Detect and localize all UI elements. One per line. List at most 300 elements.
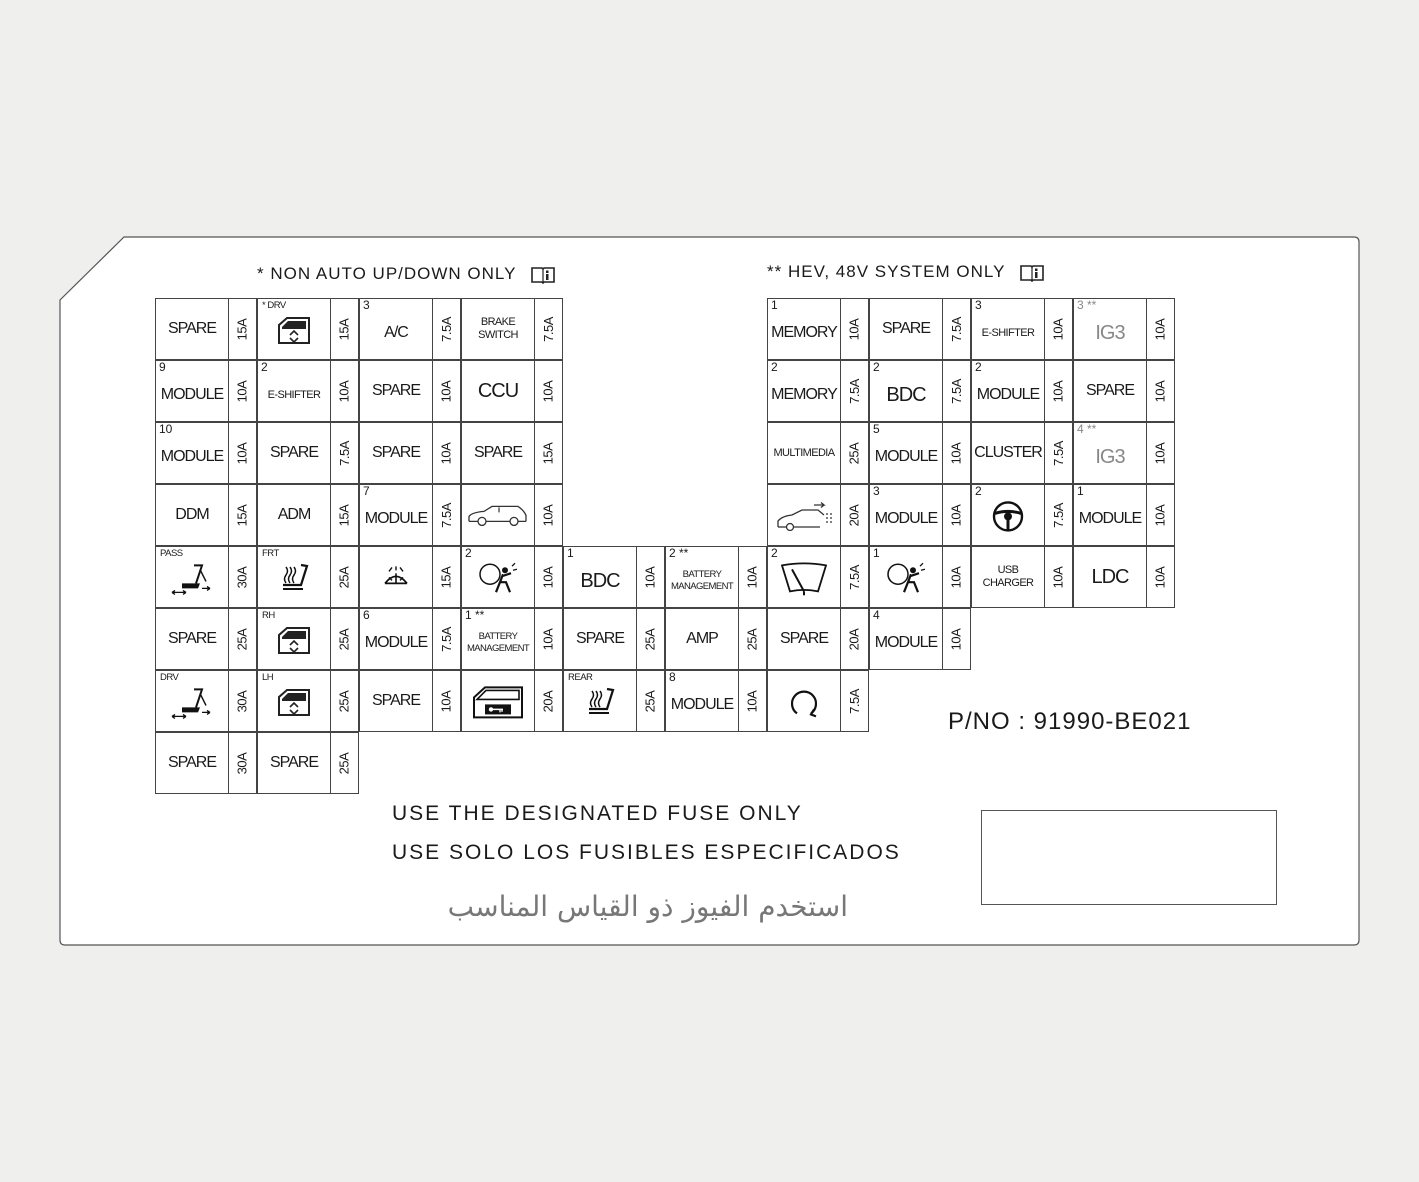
fuse-function-cell (462, 361, 535, 421)
fuse-amperage-cell (534, 671, 562, 731)
fuse-label: MODULE (160, 448, 224, 465)
fuse-function-cell (258, 733, 331, 793)
fuse-amperage: 15A (336, 504, 352, 526)
fuse-amperage: 25A (642, 690, 658, 712)
part-number: P/NO : 91990-BE021 (948, 708, 1192, 735)
fuse-function-cell (156, 609, 229, 669)
fuse-number: 1 (771, 298, 778, 312)
fuse-function-cell (258, 299, 331, 359)
fuse-function-cell (156, 547, 229, 607)
fuse-label: SPARE (881, 320, 931, 337)
fuse-label: E-SHIFTER (267, 388, 321, 401)
power-seat-icon (170, 685, 214, 724)
door-lock-icon (471, 685, 525, 724)
fuse-label: MODULE (670, 696, 734, 713)
fuse-amperage: 15A (234, 504, 250, 526)
fuse-amperage-cell (330, 547, 358, 607)
fuse-function-cell (156, 671, 229, 731)
fuse-number: 4 (873, 608, 880, 622)
fuse-amperage-cell (942, 609, 970, 669)
fuse-r4c2 (359, 546, 461, 608)
fuse-amperage-cell (840, 485, 868, 545)
fuse-amperage-cell (534, 361, 562, 421)
fuse-function-cell (768, 299, 841, 359)
fuse-function-cell (1074, 547, 1147, 607)
fuse-function-cell (360, 547, 433, 607)
fuse-function-cell (360, 485, 433, 545)
fuse-amperage: 10A (846, 318, 862, 340)
seat-heater-icon (585, 687, 615, 722)
hev-note (767, 262, 1045, 283)
fuse-number: 8 (669, 670, 676, 684)
fuse-label: BATTERY MANAGEMENT (466, 631, 530, 654)
fuse-label: A/C (384, 324, 408, 341)
fuse-amperage: 25A (642, 628, 658, 650)
fuse-amperage: 25A (234, 628, 250, 650)
fuse-amperage-cell (840, 423, 868, 483)
fuse-function-cell (870, 299, 943, 359)
fuse-r3c7 (869, 484, 971, 546)
designated-fuse-text: USE THE DESIGNATED FUSE ONLY (392, 802, 803, 825)
fuse-amperage-cell (1146, 423, 1174, 483)
fuse-amperage-cell (432, 671, 460, 731)
fuse-r1c9 (1073, 360, 1175, 422)
fuse-label: MODULE (976, 386, 1040, 403)
fuse-function-cell (972, 361, 1045, 421)
fuse-amperage: 15A (540, 442, 556, 464)
steering-wheel-icon (991, 499, 1025, 538)
fuse-label: IG3 (1095, 446, 1125, 468)
fuse-amperage: 10A (540, 566, 556, 588)
fuse-amperage: 10A (1152, 318, 1168, 340)
fuse-amperage: 10A (1152, 380, 1168, 402)
fuse-label: CCU (477, 380, 519, 402)
fuse-amperage: 25A (336, 566, 352, 588)
fuse-amperage: 7.5A (438, 502, 454, 528)
fuse-r1c8 (971, 360, 1073, 422)
fuse-label: MODULE (1078, 510, 1142, 527)
fuse-function-cell (768, 671, 841, 731)
fuse-amperage: 7.5A (438, 316, 454, 342)
fuse-number: 3 (975, 298, 982, 312)
fuse-amperage-cell (1044, 423, 1072, 483)
fuse-r3c0 (155, 484, 257, 546)
fuse-amperage: 25A (336, 628, 352, 650)
fuse-amperage-cell (942, 299, 970, 359)
fuse-amperage: 25A (744, 628, 760, 650)
fuse-number: 2 ** (669, 546, 689, 560)
arabic-fuse-text: استخدم الفيوز ذو القياس المناسب (447, 890, 848, 923)
fuse-function-cell (258, 671, 331, 731)
fuse-function-cell (1074, 361, 1147, 421)
fuse-amperage-cell (738, 609, 766, 669)
fuse-function-cell (258, 423, 331, 483)
fuse-r1c3 (461, 360, 563, 422)
fuse-r0c7 (869, 298, 971, 360)
fuse-amperage: 10A (1050, 380, 1066, 402)
fuse-amperage-cell (1146, 361, 1174, 421)
fuse-label: IG3 (1095, 322, 1125, 344)
fuse-amperage-cell (228, 609, 256, 669)
fuse-number: 1 ** (465, 608, 485, 622)
fuse-amperage-cell (840, 547, 868, 607)
fuse-amperage-cell (738, 547, 766, 607)
fuse-r5c1 (257, 608, 359, 670)
fuse-label: USB CHARGER (982, 564, 1034, 589)
fuse-amperage: 10A (540, 628, 556, 650)
fuse-amperage: 10A (948, 566, 964, 588)
fuse-number: 2 (465, 546, 472, 560)
fuse-amperage: 10A (948, 628, 964, 650)
fuse-function-cell (156, 733, 229, 793)
fuse-number: 1 (873, 546, 880, 560)
fuse-amperage: 25A (336, 690, 352, 712)
fuse-r2c6 (767, 422, 869, 484)
fuse-function-cell (360, 423, 433, 483)
fuse-r6c1 (257, 670, 359, 732)
fuse-amperage-cell (228, 299, 256, 359)
fuse-label: SPARE (167, 754, 217, 771)
fuse-number: 3 (873, 484, 880, 498)
fuse-amperage-cell (228, 547, 256, 607)
fuse-amperage: 10A (642, 566, 658, 588)
fuse-number: 1 (1077, 484, 1084, 498)
hev-note-text: ** HEV, 48V SYSTEM ONLY (767, 262, 1006, 281)
fuse-r6c6 (767, 670, 869, 732)
fuse-amperage-cell (942, 547, 970, 607)
fuse-r4c9 (1073, 546, 1175, 608)
power-window-icon (275, 687, 313, 722)
fuse-tag: FRT (262, 548, 279, 559)
fuse-function-cell (870, 485, 943, 545)
fuse-amperage-cell (432, 547, 460, 607)
fuse-function-cell (870, 609, 943, 669)
fuse-amperage: 10A (1050, 566, 1066, 588)
fuse-r6c2 (359, 670, 461, 732)
airbag-icon (478, 562, 518, 599)
fuse-amperage-cell (636, 609, 664, 669)
fuse-label: LDC (1091, 566, 1129, 588)
fuse-function-cell (768, 609, 841, 669)
fuse-amperage: 10A (438, 380, 454, 402)
fuse-r5c0 (155, 608, 257, 670)
fuse-amperage: 10A (744, 566, 760, 588)
fuse-amperage: 7.5A (846, 378, 862, 404)
fuse-amperage-cell (330, 485, 358, 545)
fuse-amperage-cell (942, 423, 970, 483)
fuse-function-cell (768, 485, 841, 545)
fuse-r1c1 (257, 360, 359, 422)
fuse-amperage: 15A (234, 318, 250, 340)
fuse-r1c6 (767, 360, 869, 422)
fuse-function-cell (666, 609, 739, 669)
fuse-amperage-cell (534, 423, 562, 483)
fuse-label: MULTIMEDIA (773, 446, 835, 459)
fuse-amperage-cell (330, 361, 358, 421)
fuse-function-cell (258, 361, 331, 421)
spanish-fuse-text: USE SOLO LOS FUSIBLES ESPECIFICADOS (392, 841, 901, 864)
fuse-label: MODULE (874, 510, 938, 527)
fuse-label: SPARE (371, 382, 421, 399)
fuse-amperage: 20A (846, 628, 862, 650)
fuse-r5c3 (461, 608, 563, 670)
fuse-number: 9 (159, 360, 166, 374)
fuse-number: 3 (363, 298, 370, 312)
fuse-r0c1 (257, 298, 359, 360)
fuse-number: 2 (261, 360, 268, 374)
fuse-amperage-cell (1044, 485, 1072, 545)
fuse-label: SPARE (473, 444, 523, 461)
fuse-r3c9 (1073, 484, 1175, 546)
fuse-number: 2 (771, 546, 778, 560)
fuse-r5c5 (665, 608, 767, 670)
fuse-amperage-cell (432, 609, 460, 669)
fuse-number: 7 (363, 484, 370, 498)
fuse-r4c4 (563, 546, 665, 608)
fuse-function-cell (156, 423, 229, 483)
fuse-r7c1 (257, 732, 359, 794)
fuse-amperage-cell (228, 423, 256, 483)
power-seat-icon (170, 561, 214, 600)
fuse-function-cell (156, 361, 229, 421)
fuse-function-cell (462, 485, 535, 545)
fuse-r0c8 (971, 298, 1073, 360)
fuse-label: MEMORY (771, 324, 837, 341)
fuse-r4c0 (155, 546, 257, 608)
fuse-r6c3 (461, 670, 563, 732)
fuse-amperage-cell (1044, 361, 1072, 421)
fuse-r3c2 (359, 484, 461, 546)
fuse-amperage: 7.5A (846, 688, 862, 714)
fuse-r2c2 (359, 422, 461, 484)
fuse-function-cell (462, 609, 535, 669)
fuse-amperage-cell (534, 485, 562, 545)
fuse-amperage: 7.5A (438, 626, 454, 652)
fuse-amperage: 7.5A (948, 378, 964, 404)
fuse-amperage: 10A (1152, 442, 1168, 464)
fuse-amperage-cell (534, 547, 562, 607)
fuse-function-cell (870, 547, 943, 607)
fuse-label: SPARE (269, 444, 319, 461)
fuse-tag: REAR (568, 672, 593, 683)
fuse-function-cell (462, 671, 535, 731)
manual-info-icon (1019, 263, 1045, 283)
fuse-function-cell (972, 299, 1045, 359)
fuse-r6c4 (563, 670, 665, 732)
blank-label-box (981, 810, 1277, 905)
fuse-amperage: 10A (438, 690, 454, 712)
fuse-amperage: 10A (336, 380, 352, 402)
fuse-r6c0 (155, 670, 257, 732)
fuse-r2c0 (155, 422, 257, 484)
fuse-amperage-cell (228, 671, 256, 731)
fuse-r3c8 (971, 484, 1073, 546)
fuse-amperage: 10A (948, 442, 964, 464)
fuse-amperage-cell (1146, 485, 1174, 545)
fuse-amperage: 7.5A (1050, 440, 1066, 466)
fuse-function-cell (360, 671, 433, 731)
fuse-function-cell (1074, 485, 1147, 545)
fuse-r0c9 (1073, 298, 1175, 360)
fuse-amperage: 10A (948, 504, 964, 526)
fuse-tag: PASS (160, 548, 183, 559)
fuse-amperage-cell (432, 299, 460, 359)
rotate-icon (787, 685, 821, 724)
fuse-amperage: 7.5A (336, 440, 352, 466)
fuse-function-cell (972, 485, 1045, 545)
fuse-label: MODULE (364, 510, 428, 527)
fuse-amperage: 10A (540, 380, 556, 402)
fuse-amperage: 10A (234, 442, 250, 464)
fuse-function-cell (360, 361, 433, 421)
fuse-r2c3 (461, 422, 563, 484)
fuse-label: SPARE (1085, 382, 1135, 399)
fuse-tag: RH (262, 610, 275, 621)
fuse-r5c6 (767, 608, 869, 670)
fuse-amperage-cell (432, 485, 460, 545)
fuse-r6c5 (665, 670, 767, 732)
fuse-amperage: 25A (846, 442, 862, 464)
fuse-function-cell (360, 609, 433, 669)
fuse-r4c5 (665, 546, 767, 608)
fuse-label: SPARE (167, 320, 217, 337)
fuse-label: MODULE (874, 448, 938, 465)
fuse-r3c1 (257, 484, 359, 546)
fuse-amperage-cell (228, 361, 256, 421)
fuse-amperage: 10A (234, 380, 250, 402)
fuse-amperage: 30A (234, 690, 250, 712)
fuse-amperage-cell (738, 671, 766, 731)
fuse-amperage-cell (636, 547, 664, 607)
fuse-amperage-cell (1044, 299, 1072, 359)
fuse-amperage: 15A (336, 318, 352, 340)
fuse-number: 5 (873, 422, 880, 436)
fuse-function-cell (258, 547, 331, 607)
fuse-amperage-cell (330, 423, 358, 483)
fuse-r0c3 (461, 298, 563, 360)
fuse-amperage-cell (228, 485, 256, 545)
fuse-label: BDC (886, 384, 926, 406)
fuse-function-cell (462, 299, 535, 359)
fuse-function-cell (564, 547, 637, 607)
fuse-amperage-cell (840, 299, 868, 359)
fuse-label: SPARE (779, 630, 829, 647)
fuse-amperage: 10A (540, 504, 556, 526)
fuse-amperage: 7.5A (540, 316, 556, 342)
fuse-r4c3 (461, 546, 563, 608)
fuse-function-cell (1074, 423, 1147, 483)
fuse-function-cell (258, 609, 331, 669)
fuse-r1c7 (869, 360, 971, 422)
fuse-number: 3 ** (1077, 298, 1097, 312)
fuse-label: AMP (686, 630, 718, 647)
fuse-amperage: 10A (438, 442, 454, 464)
non-auto-note-text: * NON AUTO UP/DOWN ONLY (257, 264, 517, 283)
fuse-function-cell (870, 423, 943, 483)
fuse-number: 4 ** (1077, 422, 1097, 436)
fuse-amperage: 10A (1152, 504, 1168, 526)
fuse-r4c7 (869, 546, 971, 608)
fuse-number: 2 (771, 360, 778, 374)
fuse-function-cell (870, 361, 943, 421)
fuse-r1c0 (155, 360, 257, 422)
fuse-label: MEMORY (771, 386, 837, 403)
airbag-icon (886, 562, 926, 599)
fuse-label: BRAKE SWITCH (478, 316, 518, 341)
fuse-amperage-cell (330, 733, 358, 793)
power-window-icon (275, 315, 313, 350)
fuse-label: BATTERY MANAGEMENT (670, 569, 734, 592)
fuse-amperage: 20A (846, 504, 862, 526)
fuse-amperage-cell (1044, 547, 1072, 607)
fuse-r0c0 (155, 298, 257, 360)
fuse-amperage-cell (840, 361, 868, 421)
fuse-number: 2 (975, 360, 982, 374)
fuse-amperage: 10A (1050, 318, 1066, 340)
power-window-icon (275, 625, 313, 660)
fuse-function-cell (768, 361, 841, 421)
fuse-label: E-SHIFTER (981, 326, 1035, 339)
fuse-amperage: 30A (234, 752, 250, 774)
fuse-label: SPARE (167, 630, 217, 647)
fuse-function-cell (564, 609, 637, 669)
fuse-amperage-cell (330, 671, 358, 731)
fuse-function-cell (258, 485, 331, 545)
fuse-amperage: 30A (234, 566, 250, 588)
fuse-number: 2 (975, 484, 982, 498)
fuse-amperage: 10A (744, 690, 760, 712)
fuse-amperage-cell (534, 299, 562, 359)
fuse-number: 2 (873, 360, 880, 374)
fuse-amperage: 25A (336, 752, 352, 774)
fuse-amperage: 7.5A (846, 564, 862, 590)
fuse-tag: LH (262, 672, 274, 683)
fuse-amperage: 7.5A (948, 316, 964, 342)
fuse-amperage-cell (840, 671, 868, 731)
fuse-amperage-cell (636, 671, 664, 731)
fuse-function-cell (1074, 299, 1147, 359)
fuse-amperage: 20A (540, 690, 556, 712)
fuse-r5c4 (563, 608, 665, 670)
fuse-r4c1 (257, 546, 359, 608)
fuse-r2c8 (971, 422, 1073, 484)
fuse-label: SPARE (575, 630, 625, 647)
fuse-function-cell (462, 547, 535, 607)
fuse-amperage-cell (432, 361, 460, 421)
power-tailgate-icon (774, 501, 834, 536)
fuse-r2c9 (1073, 422, 1175, 484)
fuse-r5c2 (359, 608, 461, 670)
fuse-function-cell (156, 299, 229, 359)
fuse-function-cell (768, 423, 841, 483)
fuse-r7c0 (155, 732, 257, 794)
fuse-amperage-cell (534, 609, 562, 669)
fuse-function-cell (666, 671, 739, 731)
car-icon (466, 503, 530, 532)
fuse-label: MODULE (160, 386, 224, 403)
fuse-label: MODULE (874, 634, 938, 651)
fuse-amperage-cell (330, 299, 358, 359)
fuse-number: 6 (363, 608, 370, 622)
fuse-function-cell (768, 547, 841, 607)
fuse-function-cell (666, 547, 739, 607)
manual-info-icon (530, 265, 556, 285)
fuse-amperage-cell (432, 423, 460, 483)
fuse-r3c3 (461, 484, 563, 546)
fuse-function-cell (462, 423, 535, 483)
fuse-amperage-cell (942, 485, 970, 545)
fuse-amperage-cell (228, 733, 256, 793)
